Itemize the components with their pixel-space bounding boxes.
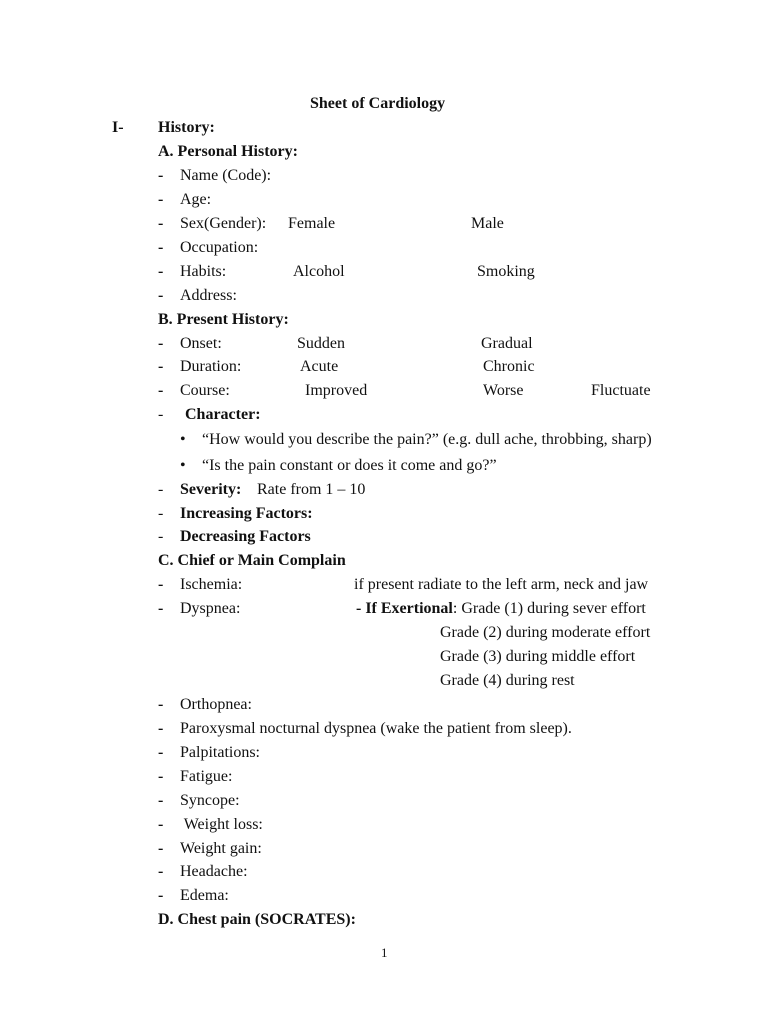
list-dash: - xyxy=(158,505,164,522)
list-dash: - xyxy=(158,816,164,833)
character-question-2: “Is the pain constant or does it come and go?” xyxy=(202,457,497,474)
habits-field-label: Habits: xyxy=(180,263,227,280)
chest-pain-heading: D. Chest pain (SOCRATES): xyxy=(158,911,356,928)
list-dash: - xyxy=(158,576,164,593)
list-dash: - xyxy=(158,215,164,232)
weight-loss-label: Weight loss: xyxy=(180,816,263,833)
list-dash: - xyxy=(158,191,164,208)
page-title: Sheet of Cardiology xyxy=(310,95,446,112)
duration-option-acute: Acute xyxy=(300,358,339,375)
ischemia-label: Ischemia: xyxy=(180,576,243,593)
habits-option-smoking: Smoking xyxy=(477,263,535,280)
weight-gain-label: Weight gain: xyxy=(180,840,262,857)
palpitations-label: Palpitations: xyxy=(180,744,260,761)
dyspnea-grade-4: Grade (4) during rest xyxy=(440,672,575,689)
severity-text: Rate from 1 – 10 xyxy=(257,481,366,498)
dyspnea-grade-3: Grade (3) during middle effort xyxy=(440,648,636,665)
address-field-label: Address: xyxy=(180,287,237,304)
course-option-fluctuate: Fluctuate xyxy=(591,382,651,399)
page-number: 1 xyxy=(381,945,388,960)
duration-field-label: Duration: xyxy=(180,358,242,375)
list-dash: - xyxy=(158,792,164,809)
onset-option-gradual: Gradual xyxy=(481,335,533,352)
age-field-label: Age: xyxy=(180,191,212,208)
list-dash: - xyxy=(158,528,164,545)
sex-field-label: Sex(Gender): xyxy=(180,215,267,232)
dyspnea-grade-2: Grade (2) during moderate effort xyxy=(440,624,651,641)
headache-label: Headache: xyxy=(180,863,248,880)
name-field-label: Name (Code): xyxy=(180,167,272,184)
duration-option-chronic: Chronic xyxy=(483,358,535,375)
list-dash: - xyxy=(158,768,164,785)
list-dash: - xyxy=(158,239,164,256)
list-dash: - xyxy=(158,167,164,184)
syncope-label: Syncope: xyxy=(180,792,240,809)
list-dash: - xyxy=(158,406,164,423)
list-dash: - xyxy=(158,696,164,713)
dyspnea-grade-1: : Grade (1) during sever effort xyxy=(452,600,646,617)
dyspnea-label: Dyspnea: xyxy=(180,600,241,617)
personal-history-heading: A. Personal History: xyxy=(158,143,298,160)
list-dash: - xyxy=(158,887,164,904)
pnd-label: Paroxysmal nocturnal dyspnea (wake the patient from sleep). xyxy=(180,720,572,737)
section-number: I- xyxy=(112,119,124,136)
chief-complain-heading: C. Chief or Main Complain xyxy=(158,552,346,569)
section-heading: History: xyxy=(158,119,215,136)
list-dash: - xyxy=(158,840,164,857)
present-history-heading: B. Present History: xyxy=(158,311,289,328)
edema-label: Edema: xyxy=(180,887,229,904)
list-dash: - xyxy=(158,720,164,737)
severity-label: Severity: xyxy=(180,481,242,498)
bullet-icon: • xyxy=(180,457,186,474)
decreasing-factors-label: Decreasing Factors xyxy=(180,528,311,545)
sex-option-male: Male xyxy=(471,215,504,232)
list-dash: - xyxy=(158,481,164,498)
orthopnea-label: Orthopnea: xyxy=(180,696,252,713)
dyspnea-grade-line xyxy=(356,600,646,618)
onset-option-sudden: Sudden xyxy=(297,335,345,352)
list-dash: - xyxy=(158,600,164,617)
list-dash: - xyxy=(158,863,164,880)
list-dash: - xyxy=(158,263,164,280)
dyspnea-exertional-label: - If Exertional xyxy=(356,600,453,617)
habits-option-alcohol: Alcohol xyxy=(293,263,345,280)
list-dash: - xyxy=(158,358,164,375)
list-dash: - xyxy=(158,335,164,352)
course-option-worse: Worse xyxy=(483,382,524,399)
course-field-label: Course: xyxy=(180,382,230,399)
onset-field-label: Onset: xyxy=(180,335,222,352)
bullet-icon: • xyxy=(180,431,186,448)
list-dash: - xyxy=(158,744,164,761)
occupation-field-label: Occupation: xyxy=(180,239,259,256)
sex-option-female: Female xyxy=(288,215,336,232)
list-dash: - xyxy=(158,287,164,304)
fatigue-label: Fatigue: xyxy=(180,768,233,785)
increasing-factors-label: Increasing Factors: xyxy=(180,505,313,522)
character-heading: Character: xyxy=(185,406,261,423)
list-dash: - xyxy=(158,382,164,399)
character-question-1: “How would you describe the pain?” (e.g. dull ache, throbbing, sharp) xyxy=(202,431,652,448)
ischemia-text: if present radiate to the left arm, neck and jaw xyxy=(354,576,649,593)
course-option-improved: Improved xyxy=(305,382,368,399)
